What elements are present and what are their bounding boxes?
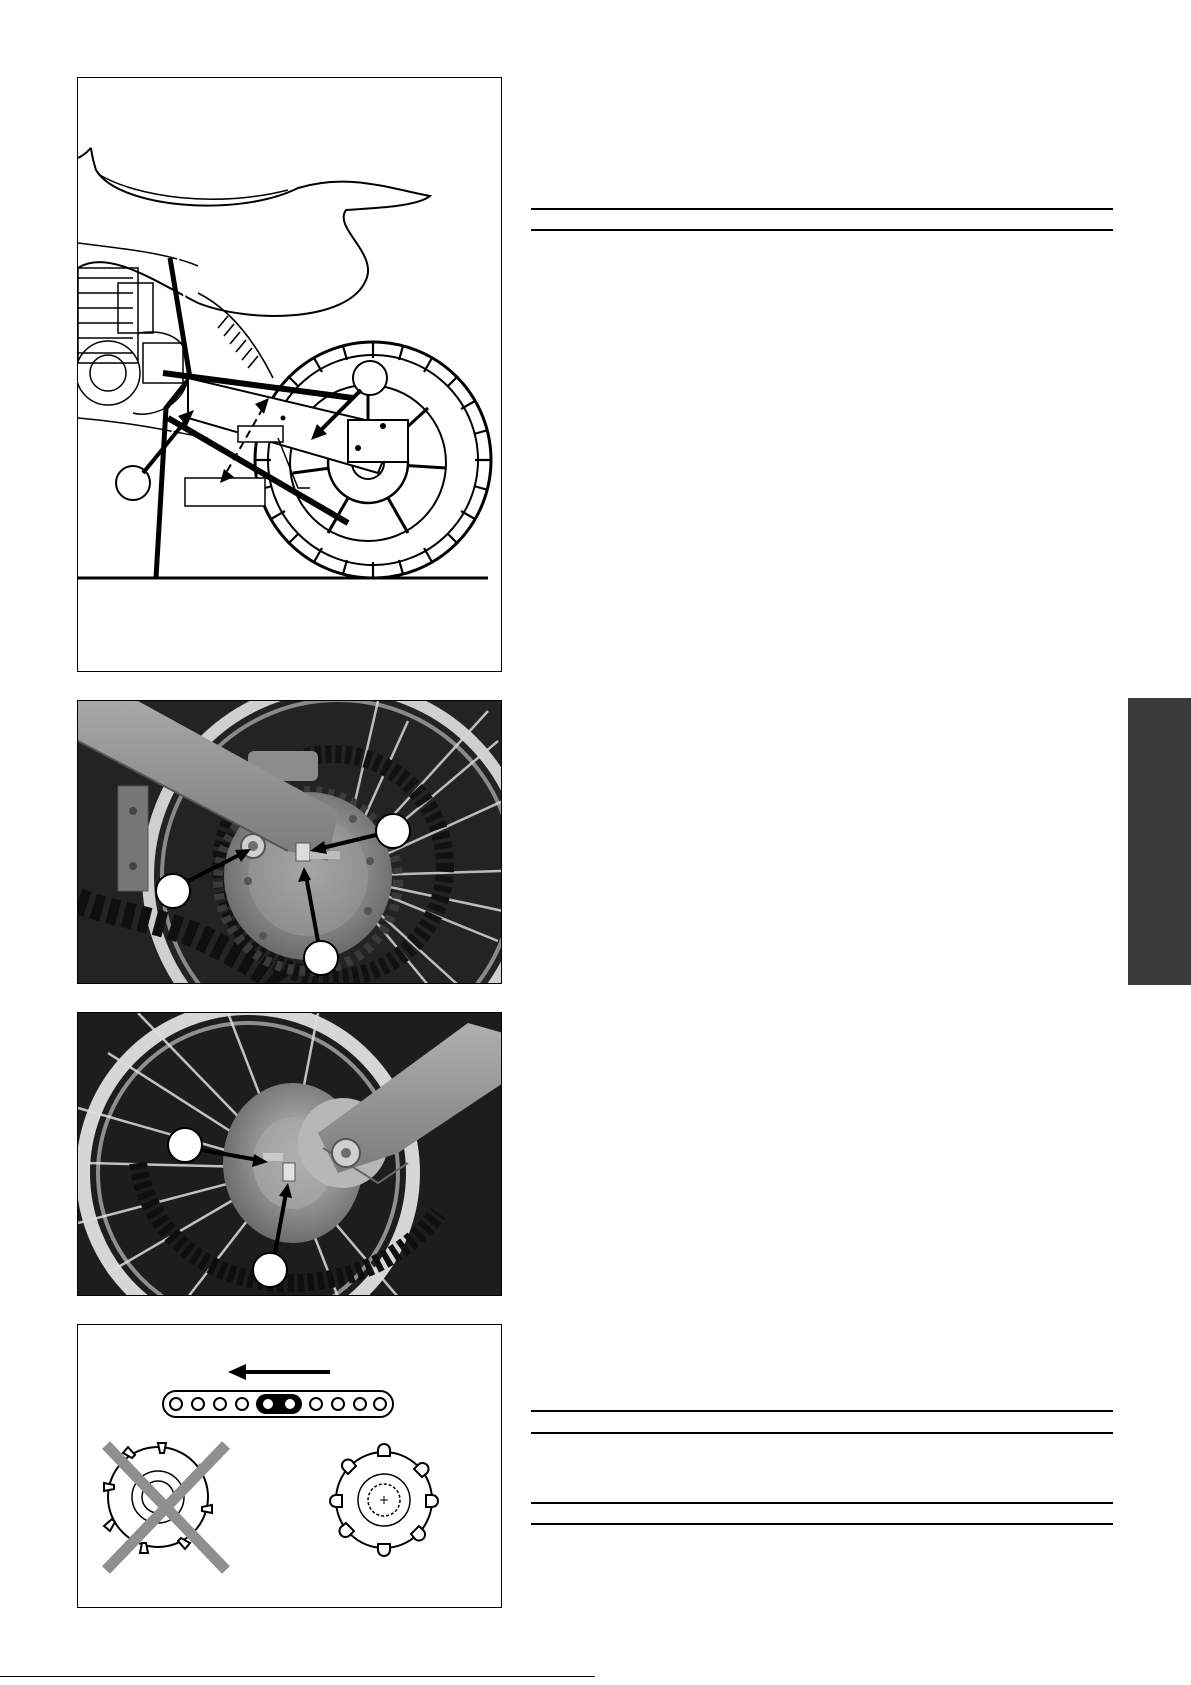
section-rule (531, 229, 1113, 231)
figure-rear-axle-photo-right (77, 1012, 502, 1296)
figure-chain-sprocket-drawing (77, 1324, 502, 1608)
section-rule (531, 1523, 1113, 1525)
section-rule (531, 208, 1113, 210)
figure-rear-axle-photo-left (77, 700, 502, 984)
figure-chain-tension-drawing (77, 77, 502, 672)
section-rule (531, 1432, 1113, 1434)
footer-rule (0, 1676, 595, 1677)
chapter-thumb-tab (1128, 698, 1191, 985)
section-rule (531, 1410, 1113, 1412)
section-rule (531, 1502, 1113, 1504)
